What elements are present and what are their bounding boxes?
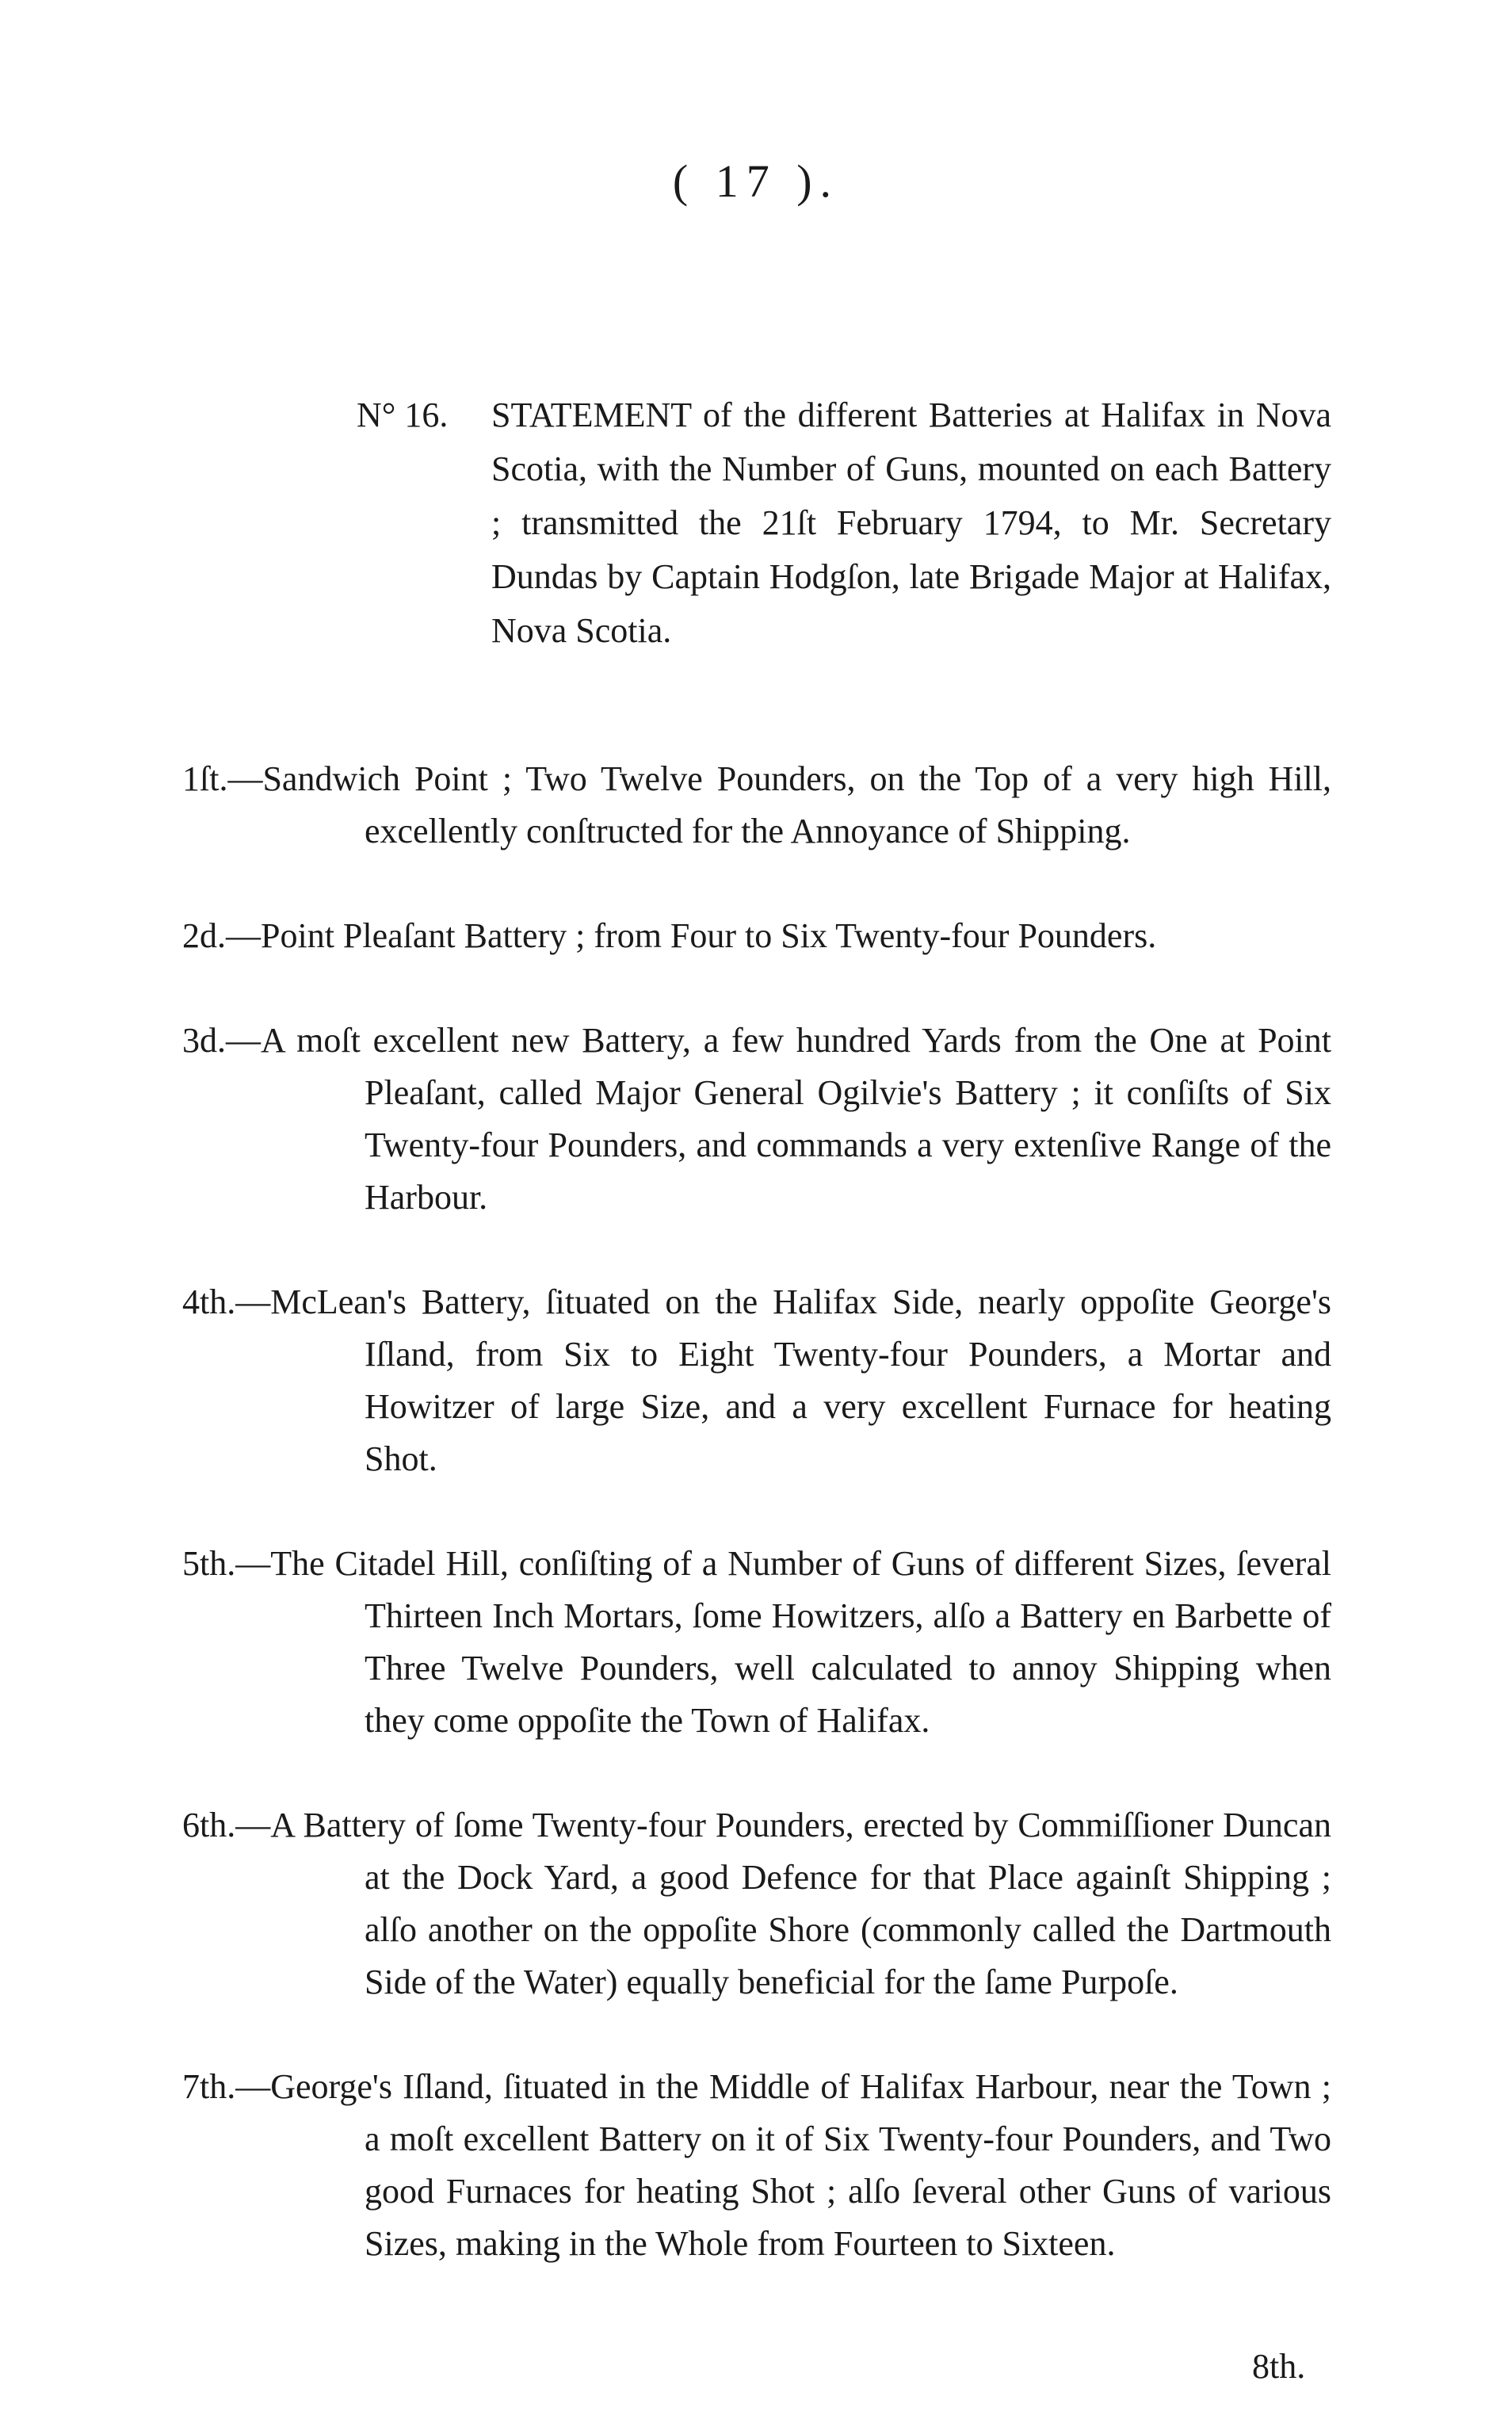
entry-label: 5th.— [182,1544,271,1583]
entry-text: Point Pleaſant Battery ; from Four to Six Twenty-four Pounders. [261,916,1157,955]
battery-list [182,753,1331,2322]
entry-text: McLean's Battery, ſituated on the Halifax Side, nearly oppoſite George's Iſland, from Six to Eight Twenty-four Pounders, a Mortar and Howitzer of large Size, and a very excellent Furnace for heating Shot. [270,1282,1331,1478]
battery-entry-4 [182,1276,1331,1485]
catchword: 8th. [1252,2347,1306,2386]
document-number: N° 16. [357,396,449,434]
entry-text: The Citadel Hill, conſiſting of a Number of Guns of different Sizes, ſeveral Thirteen Inch Mortars, ſome Howitzers, alſo a Battery en Barbette of Three Twelve Pounders, well calculated to annoy Shipping when they come oppoſite the Town of Halifax. [270,1544,1331,1740]
document-heading [357,388,1331,658]
entry-text: A moſt excellent new Battery, a few hundred Yards from the One at Point Pleaſant, called Major General Ogilvie's Battery ; it conſiſts of Six Twenty-four Pounders, and commands a very extenſive Range of the Harbour. [261,1021,1331,1217]
battery-entry-7 [182,2061,1331,2270]
entry-label: 2d.— [182,916,261,955]
entry-text: A Battery of ſome Twenty-four Pounders, erected by Commiſſioner Duncan at the Dock Yard, a good Defence for that Place againſt Shipping ; alſo another on the oppoſite Shore (commonly called the Dartmouth Side of the Water) equally beneficial for the ſame Purpoſe. [270,1806,1331,2001]
entry-text: George's Iſland, ſituated in the Middle of Halifax Harbour, near the Town ; a moſt excellent Battery on it of Six Twenty-four Pounders, and Two good Furnaces for heating Shot ; alſo ſeveral other Guns of various Sizes, making in the Whole from Fourteen to Sixteen. [270,2067,1331,2263]
entry-text: Sandwich Point ; Two Twelve Pounders, on the Top of a very high Hill, excellently conſtructed for the Annoyance of Shipping. [262,759,1331,850]
document-title: STATEMENT of the different Batteries at Halifax in Nova Scotia, with the Number of Guns, mounted on each Battery ; transmitted the 21ſt February 1794, to Mr. Secretary Dundas by Captain Hodgſon, late Brigade Major at Halifax, Nova Scotia. [491,396,1331,650]
entry-label: 3d.— [182,1021,261,1060]
entry-label: 1ſt.— [182,759,263,798]
entry-label: 6th.— [182,1806,271,1844]
entry-label: 7th.— [182,2067,271,2106]
battery-entry-6 [182,1799,1331,2008]
entry-label: 4th.— [182,1282,271,1321]
page-number: ( 17 ). [672,155,840,207]
battery-entry-5 [182,1538,1331,1747]
battery-entry-1 [182,753,1331,858]
battery-entry-3 [182,1015,1331,1224]
battery-entry-2 [182,910,1331,962]
